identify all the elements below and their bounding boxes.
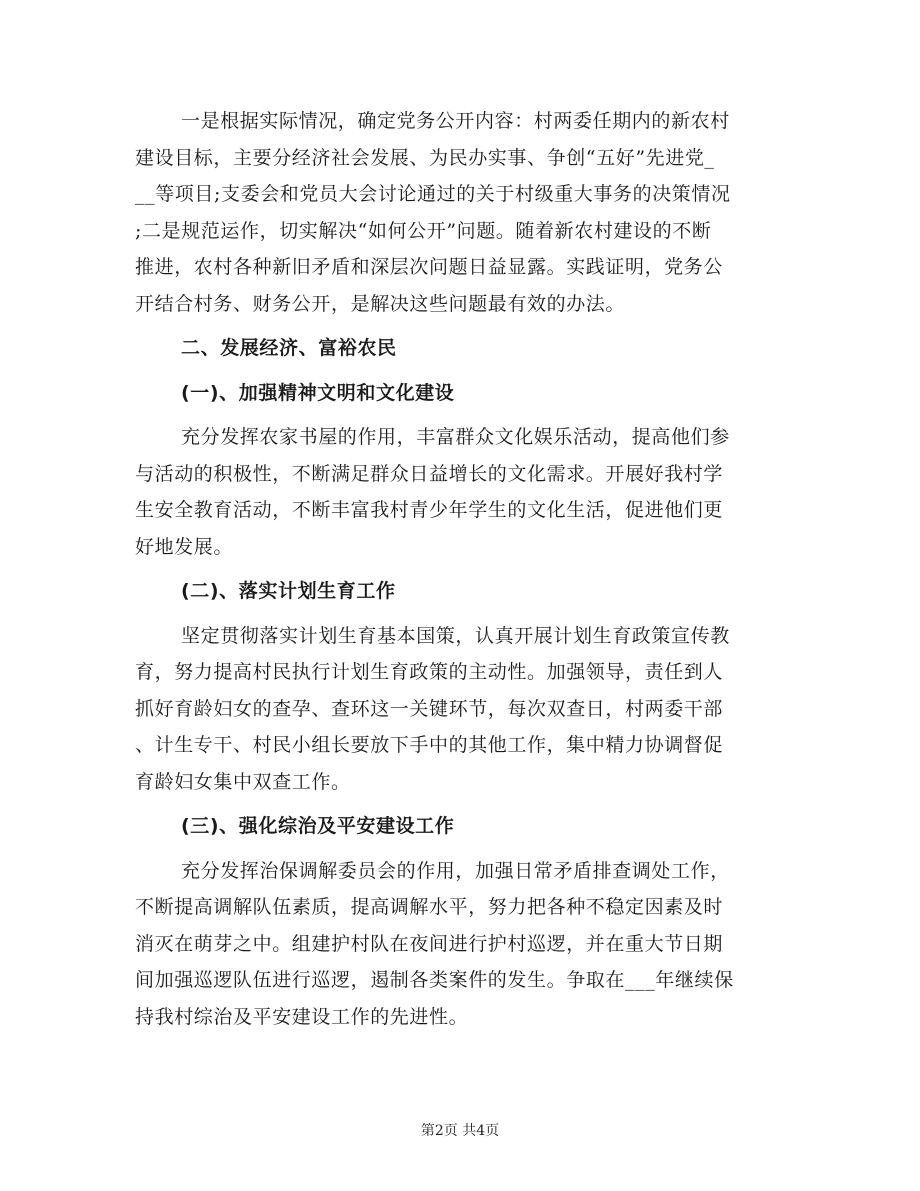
paragraph-3-line-2: 育，努力提高村民执行计划生育政策的主动性。加强领导，责任到人 xyxy=(135,661,724,683)
paragraph-4-line-3: 消灭在萌芽之中。组建护村队在夜间进行护村巡逻，并在重大节日期 xyxy=(135,932,724,955)
paragraph-1-line-4: ;二是规范运作，切实解决“如何公开”问题。随着新农村建设的不断 xyxy=(135,219,712,242)
section-heading-2: 二、发展经济、富裕农民 xyxy=(181,337,397,359)
paragraph-4-line-4: 间加强巡逻队伍进行巡逻，遏制各类案件的发生。争取在___年继续保 xyxy=(135,969,734,991)
paragraph-1-line-2: 建设目标，主要分经济社会发展、为民办实事、争创“五好”先进党_ xyxy=(135,146,715,169)
paragraph-4-line-1: 充分发挥治保调解委员会的作用，加强日常矛盾排查调处工作， xyxy=(181,859,730,882)
paragraph-2-line-4: 好地发展。 xyxy=(135,535,234,558)
paragraph-3-line-5: 育龄妇女集中双查工作。 xyxy=(135,770,351,793)
paragraph-4-line-2: 不断提高调解队伍素质，提高调解水平，努力把各种不稳定因素及时 xyxy=(135,896,724,918)
paragraph-1-line-1: 一是根据实际情况，确定党务公开内容：村两委任期内的新农村 xyxy=(181,110,730,132)
subsection-heading-3: (三)、强化综治及平安建设工作 xyxy=(181,815,455,837)
paragraph-3-line-3: 抓好育龄妇女的查孕、查环这一关键环节，每次双查日，村两委干部 xyxy=(135,697,724,720)
paragraph-2-line-1: 充分发挥农家书屋的作用，丰富群众文化娱乐活动，提高他们参 xyxy=(181,426,730,448)
paragraph-1-line-6: 开结合村务、财务公开，是解决这些问题最有效的办法。 xyxy=(135,292,626,315)
paragraph-4-line-5: 持我村综治及平安建设工作的先进性。 xyxy=(135,1005,469,1028)
paragraph-3-line-4: 、计生专干、村民小组长要放下手中的其他工作，集中精力协调督促 xyxy=(135,734,724,756)
paragraph-1-line-3: __等项目;支委会和党员大会讨论通过的关于村级重大事务的决策情况 xyxy=(135,183,731,205)
paragraph-2-line-3: 生安全教育活动，不断丰富我村青少年学生的文化生活，促进他们更 xyxy=(135,499,724,521)
subsection-heading-1: (一)、加强精神文明和文化建设 xyxy=(181,381,455,404)
document-body xyxy=(135,103,790,1035)
paragraph-3-line-1: 坚定贯彻落实计划生育基本国策，认真开展计划生育政策宣传教 xyxy=(181,624,730,647)
subsection-heading-2: (二)、落实计划生育工作 xyxy=(181,580,396,602)
paragraph-1-line-5: 推进，农村各种新旧矛盾和深层次问题日益显露。实践证明，党务公 xyxy=(135,256,724,278)
page-number-footer: 第2页 共4页 xyxy=(420,1123,500,1139)
paragraph-2-line-2: 与活动的积极性，不断满足群众日益增长的文化需求。开展好我村学 xyxy=(135,462,724,485)
